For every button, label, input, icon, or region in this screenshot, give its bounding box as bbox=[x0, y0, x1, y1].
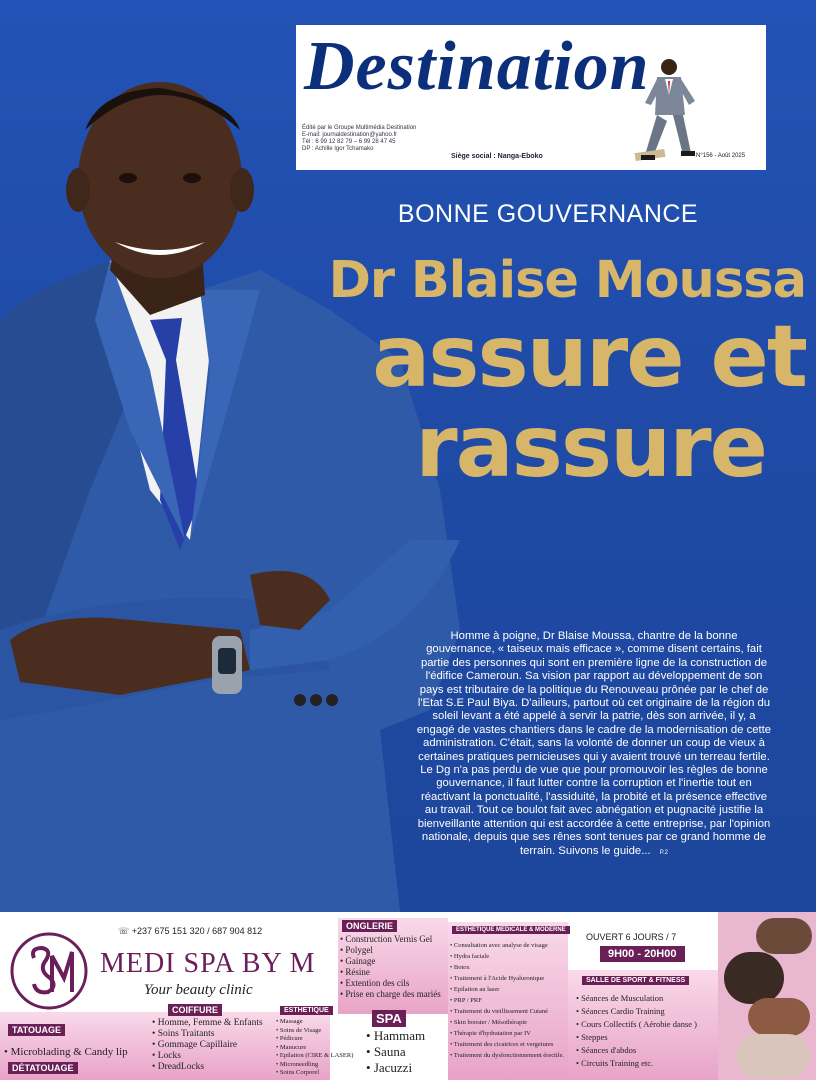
opening-hours: 9H00 - 20H00 bbox=[600, 946, 685, 962]
list-item: • Construction Vernis Gel bbox=[340, 934, 441, 945]
list-item: • Thérapie d'hydratation par IV bbox=[450, 1028, 564, 1039]
list-item: • Steppes bbox=[576, 1031, 697, 1044]
headline-line: rassure bbox=[415, 397, 766, 497]
list-item: • Locks bbox=[152, 1051, 263, 1062]
list-item: • Soins Corporel bbox=[276, 1069, 353, 1078]
detatouage-title: DÉTATOUAGE bbox=[8, 1062, 78, 1074]
list-item: • Epilation (CIRE & LASER) bbox=[276, 1052, 353, 1061]
masthead-title: Destination bbox=[304, 28, 650, 105]
sport-title: SALLE DE SPORT & FITNESS bbox=[582, 976, 689, 985]
list-item: • Massage bbox=[276, 1018, 353, 1027]
masthead bbox=[296, 25, 766, 170]
list-item: • Polygel bbox=[340, 945, 441, 956]
esthetique-title: ESTHETIQUE bbox=[280, 1006, 333, 1015]
spa-photo bbox=[736, 1034, 810, 1078]
list-item: • Microneedling bbox=[276, 1061, 353, 1070]
list-item: • Microblading & Candy lip bbox=[4, 1046, 128, 1058]
cover-headline bbox=[328, 250, 806, 497]
list-item: • PRP / PRF bbox=[450, 995, 564, 1006]
list-item: • Hammam bbox=[366, 1028, 425, 1044]
spa-advertisement bbox=[0, 912, 816, 1080]
list-item: • DreadLocks bbox=[152, 1062, 263, 1073]
list-item: • Jacuzzi bbox=[366, 1060, 425, 1076]
phone-icon: ☏ bbox=[118, 926, 132, 936]
list-item: • Extention des cils bbox=[340, 978, 441, 989]
list-item: • Botox bbox=[450, 962, 564, 973]
medicale-list bbox=[450, 940, 564, 1061]
photo-panel bbox=[718, 912, 816, 1080]
onglerie-title: ONGLERIE bbox=[342, 920, 397, 932]
ad-brand: MEDI SPA BY M bbox=[100, 948, 316, 979]
list-item: • Prise en charge des mariés bbox=[340, 989, 441, 1000]
list-item: • Séances d'abdos bbox=[576, 1044, 697, 1057]
list-item: • Traitement des cicatrices et vergetures bbox=[450, 1039, 564, 1050]
list-item: • Séances Cardio Training bbox=[576, 1005, 697, 1018]
list-item: • Gainage bbox=[340, 956, 441, 967]
list-item: • Soins de Visage bbox=[276, 1027, 353, 1036]
list-item: • Résine bbox=[340, 967, 441, 978]
list-item: • Traitement du dysfonctionnement érectile. bbox=[450, 1050, 564, 1061]
esthetique-list bbox=[276, 1018, 353, 1078]
nails-photo bbox=[748, 998, 810, 1036]
list-item: • Hydra faciale bbox=[450, 951, 564, 962]
masthead-info-line: DP : Achille Igor Tchamako bbox=[302, 146, 374, 152]
lead-text: Homme à poigne, Dr Blaise Moussa, chantre de la bonne gouvernance, « taiseux mais efficace », comme disent certains, fait partie des personnes qui sont en première ligne de la construction de l'édifice Cameroun. Sa vision par rapport au développement de son pays est tributaire de la politique du Renouveau prônée par le chef de l'Etat S.E Paul Biya. D'ailleurs, partout où cet originaire de la région du soleil levant a été appelé à servir la patrie, dès son arrivée, il y, a engagé de vastes chantiers dans le cadre de la modernisation de cette administration. C'était, sans la volonté de donner un coup de vieux à certaines pratiques pernicieuses qui y avaient trouvé un terreau fertile. Le Dg n'a pas perdu de vue que pour promouvoir les règles de bonne gouvernance, il faut lutter contre la corruption et l'inertie tout en réactivant la ponctualité, l'assiduité, la probité et la présence effective au travail. Tout ce boulot fait avec abnégation et pugnacité justifie la bienveillante attention qui est accordée à cette entreprise, par l'opinion nationale, depuis que ses rênes sont tenues par ce grand homme de terrain. Suivons le guide... bbox=[416, 630, 772, 857]
section-kicker: BONNE GOUVERNANCE bbox=[397, 200, 699, 228]
headline-line: Dr Blaise Moussa bbox=[328, 251, 806, 310]
list-item: • Pédicure bbox=[276, 1035, 353, 1044]
list-item: • Gommage Capillaire bbox=[152, 1040, 263, 1051]
masthead-info-line: Édité par le Groupe Multimédia Destination bbox=[302, 125, 417, 131]
coiffure-title: COIFFURE bbox=[168, 1004, 222, 1016]
headline-line: assure et bbox=[372, 307, 806, 407]
list-item: • Consultation avec analyse de visage bbox=[450, 940, 564, 951]
list-item: • Manucure bbox=[276, 1044, 353, 1053]
masthead-info-line: Tél : 6 99 12 82 79 – 6 99 28 47 45 bbox=[302, 139, 396, 145]
spa-title: SPA bbox=[372, 1010, 406, 1027]
masthead-info bbox=[302, 125, 452, 153]
list-item: • Traitement à l'Acide Hyaluronique bbox=[450, 973, 564, 984]
opening-days: OUVERT 6 JOURS / 7 bbox=[586, 932, 677, 942]
phone-number: +237 675 151 320 / 687 904 812 bbox=[131, 926, 263, 936]
list-item: • Séances de Musculation bbox=[576, 992, 697, 1005]
client-photo bbox=[756, 918, 812, 954]
list-item: • Cours Collectifs ( Aérobie danse ) bbox=[576, 1018, 697, 1031]
tatouage-title: TATOUAGE bbox=[8, 1024, 65, 1036]
list-item: • Skin booster / Mésothérapie bbox=[450, 1017, 564, 1028]
list-item: • Sauna bbox=[366, 1044, 425, 1060]
list-item: • Epilation au laser bbox=[450, 984, 564, 995]
list-item: • Soins Traitants bbox=[152, 1029, 263, 1040]
tatouage-list bbox=[4, 1046, 128, 1058]
coiffure-list bbox=[152, 1018, 263, 1073]
ad-tagline: Your beauty clinic bbox=[144, 982, 253, 998]
list-item: • Homme, Femme & Enfants bbox=[152, 1018, 263, 1029]
list-item: • Traitement du vieillissement Cutané bbox=[450, 1006, 564, 1017]
braids-photo bbox=[724, 952, 784, 1004]
onglerie-list bbox=[340, 934, 441, 1000]
page-reference: P.2 bbox=[659, 849, 668, 856]
spa-list bbox=[366, 1028, 425, 1076]
medispa-logo-icon bbox=[8, 930, 90, 1012]
sport-list bbox=[576, 992, 697, 1070]
list-item: • Circuits Training etc. bbox=[576, 1057, 697, 1070]
medicale-title: ESTHETIQUE MEDICALE & MODERNE bbox=[452, 926, 570, 934]
masthead-issue: N°156 - Août 2025 bbox=[696, 153, 746, 159]
masthead-seat: Siège social : Nanga-Eboko bbox=[451, 153, 543, 160]
lead-paragraph bbox=[416, 630, 772, 860]
masthead-info-line: E-mail: journaldestination@yahoo.fr bbox=[302, 132, 398, 138]
ad-phone bbox=[118, 926, 262, 937]
walking-man-logo bbox=[621, 55, 711, 167]
